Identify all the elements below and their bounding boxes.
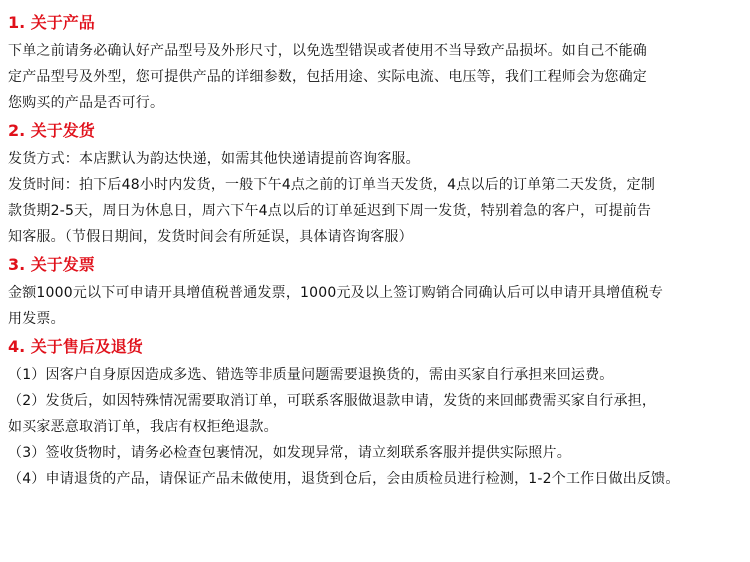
section-product bbox=[8, 8, 742, 116]
section-body-after-sales bbox=[8, 362, 742, 492]
section-heading-product: 1. 关于产品 bbox=[8, 13, 95, 32]
section-invoice bbox=[8, 250, 742, 332]
text-line: 您购买的产品是否可行。 bbox=[8, 95, 165, 111]
section-heading-after-sales: 4. 关于售后及退货 bbox=[8, 337, 143, 356]
text-line: （1）因客户自身原因造成多选、错选等非质量问题需要退换货的，需由买家自行承担来回运费。 bbox=[8, 367, 614, 383]
text-line: 如买家恶意取消订单，我店有权拒绝退款。 bbox=[8, 419, 278, 435]
section-body-shipping bbox=[8, 146, 742, 250]
text-line: 定产品型号及外型，您可提供产品的详细参数，包括用途、实际电流、电压等，我们工程师会为您确定 bbox=[8, 69, 647, 85]
text-line: 发货方式：本店默认为韵达快递，如需其他快递请提前咨询客服。 bbox=[8, 151, 420, 167]
text-line: 发货时间：拍下后48小时内发货，一般下午4点之前的订单当天发货，4点以后的订单第二天发货，定制 bbox=[8, 177, 656, 193]
text-line: 下单之前请务必确认好产品型号及外形尺寸，以免选型错误或者使用不当导致产品损坏。如自己不能确 bbox=[8, 43, 647, 59]
text-line: （3）签收货物时，请务必检查包裹情况，如发现异常，请立刻联系客服并提供实际照片。 bbox=[8, 445, 571, 461]
text-line: （2）发货后，如因特殊情况需要取消订单，可联系客服做退款申请，发货的来回邮费需买家自行承担， bbox=[8, 393, 657, 409]
text-line: 金额1000元以下可申请开具增值税普通发票，1000元及以上签订购销合同确认后可以申请开具增值税专 bbox=[8, 285, 664, 301]
text-line: （4）申请退货的产品，请保证产品未做使用，退货到仓后，会由质检员进行检测，1-2个工作日做出反馈。 bbox=[8, 471, 680, 487]
section-body-product bbox=[8, 38, 742, 116]
text-line: 用发票。 bbox=[8, 311, 65, 327]
section-after-sales bbox=[8, 332, 742, 492]
section-shipping bbox=[8, 116, 742, 250]
section-body-invoice bbox=[8, 280, 742, 332]
text-line: 知客服。（节假日期间，发货时间会有所延误，具体请咨询客服） bbox=[8, 229, 413, 245]
text-line: 款货期2-5天，周日为休息日，周六下午4点以后的订单延迟到下周一发货，特别着急的客户，可提前告 bbox=[8, 203, 652, 219]
section-heading-shipping: 2. 关于发货 bbox=[8, 121, 95, 140]
section-heading-invoice: 3. 关于发票 bbox=[8, 255, 95, 274]
